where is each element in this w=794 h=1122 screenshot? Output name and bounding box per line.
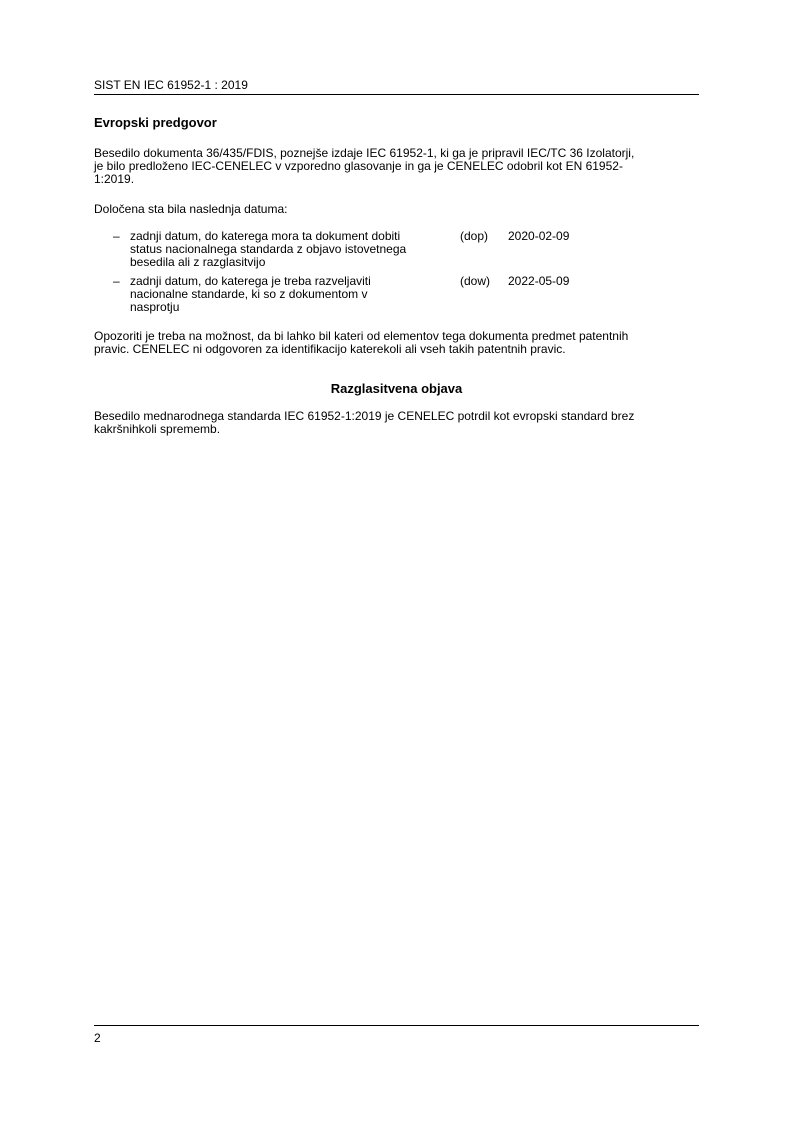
patents-line-1: Opozoriti je treba na možnost, da bi lahko bil kateri od elementov tega dokumenta predmet patentnih — [94, 329, 629, 343]
date-code: (dow) — [460, 274, 491, 288]
date-item-dop — [94, 230, 699, 269]
page-content — [94, 115, 699, 436]
endorsement-line-2: kakršnihkoli sprememb. — [94, 422, 221, 436]
list-dash: – — [113, 229, 120, 243]
foreword-title: Evropski predgovor — [94, 115, 217, 130]
date-value: 2022-05-09 — [508, 274, 570, 288]
endorsement-line-1: Besedilo mednarodnega standarda IEC 61952-1:2019 je CENELEC potrdil kot evropski standard brez — [94, 409, 635, 423]
date-description-line-2: nacionalne standarde, ki so z dokumentom v — [130, 287, 368, 301]
date-description-line-2: status nacionalnega standarda z objavo istovetnega — [130, 242, 407, 256]
patents-line-2: pravic. CENELEC ni odgovoren za identifikacijo katerekoli ali vseh takih patentnih pravic. — [94, 342, 566, 356]
page-footer — [94, 1031, 101, 1045]
date-description — [130, 230, 460, 269]
foreword-intro-line-2: je bilo predloženo IEC-CENELEC v vzporedno glasovanje in ga je CENELEC odobril kot EN 61952- — [94, 159, 623, 173]
document-id: SIST EN IEC 61952-1 : 2019 — [94, 78, 248, 92]
endorsement-paragraph — [94, 410, 699, 436]
date-item-dow — [94, 275, 699, 314]
date-description-line-3: nasprotju — [130, 300, 180, 314]
dates-lead-paragraph: Določena sta bila naslednja datuma: — [94, 202, 288, 216]
foreword-intro-line-1: Besedilo dokumenta 36/435/FDIS, poznejše izdaje IEC 61952-1, ki ga je pripravil IEC/TC 36 Izolatorji, — [94, 146, 635, 160]
footer-divider — [94, 1025, 699, 1026]
patents-paragraph — [94, 330, 699, 356]
foreword-intro-line-3: 1:2019. — [94, 172, 135, 186]
foreword-intro-paragraph — [94, 147, 699, 186]
document-header — [94, 78, 699, 92]
date-description — [130, 275, 460, 314]
date-description-line-1: zadnji datum, do katerega mora ta dokument dobiti — [130, 229, 401, 243]
list-dash: – — [113, 274, 120, 288]
endorsement-title: Razglasitvena objava — [330, 381, 463, 396]
page-number: 2 — [94, 1031, 101, 1045]
date-value: 2020-02-09 — [508, 229, 570, 243]
date-description-line-3: besedila ali z razglasitvijo — [130, 255, 266, 269]
date-code: (dop) — [460, 229, 489, 243]
date-description-line-1: zadnji datum, do katerega je treba razveljaviti — [130, 274, 371, 288]
header-divider — [94, 94, 699, 95]
dates-list — [94, 230, 699, 314]
